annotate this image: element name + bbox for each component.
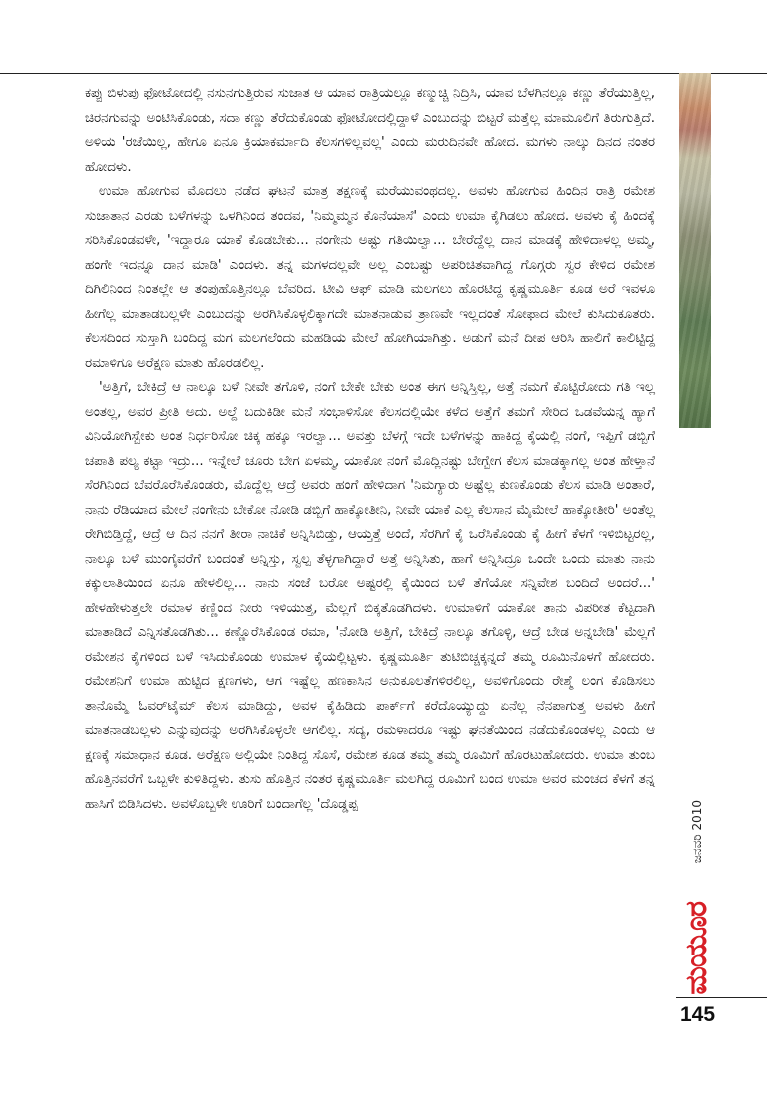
- article-paragraph: ಉಮಾ ಹೋಗುವ ಮೊದಲು ನಡೆದ ಘಟನೆ ಮಾತ್ರ ತಕ್ಷಣಕ್ಕೆ ಮರೆಯುವಂಥದಲ್ಲ. ಅವಳು ಹೋಗುವ ಹಿಂದಿನ ರಾತ್ರಿ ರಮೇಶ ಸುಜಾತಾನ ಎರಡು ಬಳೆಗಳನ್ನು ಒಳಗಿನಿಂದ ತಂದವ, 'ನಿಮ್ಮಮ್ಮನ ಕೊನೆಯಾಸೆ' ಎಂದು ಉಮಾ ಕೈಗಿಡಲು ಹೋದ. ಅವಳು ಕೈ ಹಿಂದಕ್ಕೆ ಸರಿಸಿಕೊಂಡವಳೇ, 'ಇದ್ದಾರೂ ಯಾಕೆ ಕೊಡಬೇಕು... ನಂಗೇನು ಅಷ್ಟು ಗತಿಯಿಲ್ವಾ... ಬೇರೆದ್ದೆಲ್ಲ ದಾನ ಮಾಡಕ್ಕೆ ಹೇಳಿದಾಳಲ್ಲ ಅಮ್ಮ, ಹಂಗೇ ಇದನ್ನೂ ದಾನ ಮಾಡಿ' ಎಂದಳು. ತನ್ನ ಮಗಳದಲ್ಲವೇ ಅಲ್ಲ ಎಂಬಷ್ಟು ಅಪರಿಚಿತವಾಗಿದ್ದ ಗೊಗ್ಗರು ಸ್ವರ ಕೇಳಿದ ರಮೇಶ ದಿಗಿಲಿನಿಂದ ನಿಂತಲ್ಲೇ ಆ ತಂಪುಹೊತ್ತಿನಲ್ಲೂ ಬೆವರಿದ. ಟೀವಿ ಆಫ್ ಮಾಡಿ ಮಲಗಲು ಹೊರಟಿದ್ದ ಕೃಷ್ಣಮೂರ್ತಿ ಕೂಡ ಅರೆ ಇವಳೂ ಹೀಗೆಲ್ಲ ಮಾತಾಡಬಲ್ಲಳೇ ಎಂಬುದನ್ನು ಅರಗಿಸಿಕೊಳ್ಳಲಿಕ್ಕಾಗದೇ ಮಾತನಾಡುವ ತ್ರಾಣವೇ ಇಲ್ಲದಂತೆ ಸೋಫಾದ ಮೇಲೆ ಕುಸಿದುಕೂತರು. ಕೆಲಸದಿಂದ ಸುಸ್ತಾಗಿ ಬಂದಿದ್ದ ಮಗ ಮಲಗಲೆಂದು ಮಹಡಿಯ ಮೇಲೆ ಹೋಗಿಯಾಗಿತ್ತು. ಅಡುಗೆ ಮನೆ ದೀಪ ಆರಿಸಿ ಹಾಲಿಗೆ ಕಾಲಿಟ್ಟಿದ್ದ ರಮಾಳಿಗೂ ಅರೆಕ್ಷಣ ಮಾತು ಹೊರಡಲಿಲ್ಲ.: [85, 184, 655, 371]
- article-paragraph: ಕಪ್ಪು ಬಿಳುಪು ಫೋಟೋದಲ್ಲಿ ನಸುನಗುತ್ತಿರುವ ಸುಜಾತ ಆ ಯಾವ ರಾತ್ರಿಯಲ್ಲೂ ಕಣ್ಮುಚ್ಚಿ ನಿದ್ರಿಸಿ, ಯಾವ ಬೆಳಗಿನಲ್ಲೂ ಕಣ್ಣು ತೆರೆಯುತ್ತಿಲ್ಲ, ಚಿರನಗುವನ್ನು ಅಂಟಿಸಿಕೊಂಡು, ಸದಾ ಕಣ್ಣು ತೆರೆದುಕೊಂಡು ಫೋಟೋದಲ್ಲಿದ್ದಾಳೆ ಎಂಬುದನ್ನು ಬಿಟ್ಟರೆ ಮತ್ತೆಲ್ಲ ಮಾಮೂಲಿಗೆ ತಿರುಗುತ್ತಿದೆ. ಅಳಿಯ 'ರಜೆಯಿಲ್ಲ, ಹೇಗೂ ಏನೂ ಕ್ರಿಯಾಕರ್ಮಾದಿ ಕೆಲಸಗಳಿಲ್ಲವಲ್ಲ' ಎಂದು ಮರುದಿನವೇ ಹೋದ. ಮಗಳು ನಾಲ್ಕು ದಿನದ ನಂತರ ಹೋದಳು.: [85, 86, 655, 175]
- article-body: [85, 82, 655, 817]
- page-number: 145: [680, 1003, 716, 1026]
- article-paragraph: 'ಅತ್ತಿಗೆ, ಬೇಕಿದ್ರೆ ಆ ನಾಲ್ಕೂ ಬಳೆ ನೀವೇ ತಗೊಳಿ, ನಂಗೆ ಬೇಕೇ ಬೇಕು ಅಂತ ಈಗ ಅನ್ನಿಸ್ತಿಲ್ಲ, ಅತ್ತೆ ನಮಗೆ ಕೊಟ್ಟಿರೋದು ಗತಿ ಇಲ್ಲ ಅಂತಲ್ಲ, ಅವರ ಪ್ರೀತಿ ಅದು. ಅಲ್ದೆ ಬದುಕಿಡೀ ಮನೆ ಸಂಭಾಳಿಸೋ ಕೆಲಸದಲ್ಲಿಯೇ ಕಳೆದ ಅತ್ತೆಗೆ ತಮಗೆ ಸೇರಿದ ಒಡವೆಯನ್ನ ಹ್ಯಾಗೆ ವಿನಿಯೋಗಿಸ್ಬೇಕು ಅಂತ ನಿರ್ಧರಿಸೋ ಚಿಕ್ಕ ಹಕ್ಕೂ ಇರಲ್ವಾ... ಅವತ್ತು ಬೆಳಗ್ಗೆ ಇದೇ ಬಳೆಗಳನ್ನು ಹಾಕಿದ್ದ ಕೈಯಲ್ಲಿ ನಂಗೆ, ಇಪ್ಪಿಗೆ ಡಬ್ಬಿಗೆ ಚಪಾತಿ ಪಲ್ಯ ಕಟ್ಟಾ ಇದ್ರು... ಇನ್ನೇಲೆ ಚೂರು ಬೇಗ ಏಳಮ್ಮ, ಯಾಕೋ ನಂಗೆ ಮೊದ್ಲಿನಷ್ಟು ಬೇಗ್ಬೇಗ ಕೆಲಸ ಮಾಡಕ್ಕಾಗಲ್ಲ ಅಂತ ಹೇಳ್ತಾನೆ ಸೆರಗಿನಿಂದ ಬೆವರೊರೆಸಿಕೊಂಡರು, ಮೊದ್ದೆಲ್ಲ ಆದ್ರೆ ಅವರು ಹಂಗೆ ಹೇಳಿದಾಗ 'ನಿಮಗ್ಯಾರು ಅಷ್ಟೆಲ್ಲ ಕುಣಕೊಂಡು ಕೆಲಸ ಮಾಡಿ ಅಂತಾರೆ, ನಾನು ರೆಡಿಯಾದ ಮೇಲೆ ನಂಗೇನು ಬೇಕೋ ನೋಡಿ ಡಬ್ಬಿಗೆ ಹಾಕ್ಕೋತೀನಿ, ನೀವೇ ಯಾಕೆ ಎಲ್ಲ ಕೆಲಸಾನ ಮೈಮೇಲೆ ಹಾಕ್ಕೋತೀರಿ' ಅಂತೆಲ್ಲ ರೇಗಿಬಿಡ್ತಿದ್ದೆ, ಆದ್ರೆ ಆ ದಿನ ನನಗೆ ತೀರಾ ನಾಚಿಕೆ ಅನ್ನಿಸಿಬಿಡ್ತು, ಆಯ್ತತ್ತೆ ಅಂದೆ, ಸೆರಗಿಗೆ ಕೈ ಒರೆಸಿಕೊಂಡು ಕೈ ಹೀಗೆ ಕೆಳಗೆ ಇಳಿಬಿಟ್ಟರಲ್ಲ, ನಾಲ್ಕೂ ಬಳೆ ಮುಂಗೈವರೆಗೆ ಬಂದಂತೆ ಅನ್ನಿಸ್ತು, ಸ್ವಲ್ಪ ತೆಳ್ಳಗಾಗಿದ್ದಾರೆ ಅತ್ತೆ ಅನ್ನಿಸಿತು, ಹಾಗೆ ಅನ್ನಿಸಿದ್ರೂ ಒಂದೇ ಒಂದು ಮಾತು ನಾನು ಕಕ್ಕುಲಾತಿಯಿಂದ ಏನೂ ಹೇಳಲಿಲ್ಲ... ನಾನು ಸಂಜೆ ಬರೋ ಅಷ್ಟರಲ್ಲಿ ಕೈಯಿಂದ ಬಳೆ ತೆಗೆಯೋ ಸನ್ನಿವೇಶ ಬಂದಿದೆ ಅಂದರೆ...' ಹೇಳಹೇಳುತ್ತಲೇ ರಮಾಳ ಕಣ್ಣಿಂದ ನೀರು ಇಳಿಯುತ್ತ, ಮೆಲ್ಲಗೆ ಬಿಕ್ಕತೊಡಗಿದಳು. ಉಮಾಳಿಗೆ ಯಾಕೋ ತಾನು ವಿಪರೀತ ಕೆಟ್ಟದಾಗಿ ಮಾತಾಡಿದೆ ಎನ್ನಿಸತೊಡಗಿತು... ಕಣ್ಣೊರೆಸಿಕೊಂಡ ರಮಾ, 'ನೋಡಿ ಅತ್ತಿಗೆ, ಬೇಕಿದ್ರೆ ನಾಲ್ಕೂ ತಗೊಳ್ಳಿ, ಆದ್ರೆ ಬೇಡ ಅನ್ನಬೇಡಿ' ಮೆಲ್ಲಗೆ ರಮೇಶನ ಕೈಗಳಿಂದ ಬಳೆ ಇಸಿದುಕೊಂಡು ಉಮಾಳ ಕೈಯಲ್ಲಿಟ್ಟಳು. ಕೃಷ್ಣಮೂರ್ತಿ ತುಟಿಬಿಚ್ಚಕ್ಕನ್ನದೆ ತಮ್ಮ ರೂಮಿನೊಳಗೆ ಹೋದರು. ರಮೇಶನಿಗೆ ಉಮಾ ಹುಟ್ಟಿದ ಕ್ಷಣಗಳು, ಆಗ ಇಷ್ಟೆಲ್ಲ ಹಣಕಾಸಿನ ಅನುಕೂಲತೆಗಳಿರಲಿಲ್ಲ, ಅವಳಿಗೊಂದು ರೇಶ್ಮೆ ಲಂಗ ಕೊಡಿಸಲು ತಾನೊಮ್ಮೆ ಓವರ್‌ಟೈಮ್ ಕೆಲಸ ಮಾಡಿದ್ದು, ಅವಳ ಕೈಹಿಡಿದು ಪಾರ್ಕ್‌ಗೆ ಕರೆದೊಯ್ಯುದ್ದು ಏನೆಲ್ಲ ನೆನಪಾಗುತ್ತ ಅವಳು ಹೀಗೆ ಮಾತನಾಡಬಲ್ಲಳು ಎನ್ನುವುದನ್ನು ಅರಗಿಸಿಕೊಳ್ಳಲೇ ಆಗಲಿಲ್ಲ. ಸದ್ಯ, ರಮಳಾದರೂ ಇಷ್ಟು ಘನತೆಯಿಂದ ನಡೆದುಕೊಂಡಳಲ್ಲ ಎಂದು ಆ ಕ್ಷಣಕ್ಕೆ ಸಮಾಧಾನ ಕೂಡ. ಅರೆಕ್ಷಣ ಅಲ್ಲಿಯೇ ನಿಂತಿದ್ದ ಸೊಸೆ, ರಮೇಶ ಕೂಡ ತಮ್ಮ ತಮ್ಮ ರೂಮಿಗೆ ಹೊರಟುಹೋದರು. ಉಮಾ ತುಂಬ ಹೊತ್ತಿನವರೆಗೆ ಒಬ್ಬಳೇ ಕುಳಿತಿದ್ದಳು. ತುಸು ಹೊತ್ತಿನ ನಂತರ ಕೃಷ್ಣಮೂರ್ತಿ ಮಲಗಿದ್ದ ರೂಮಿಗೆ ಬಂದ ಉಮಾ ಅವರ ಮಂಚದ ಕೆಳಗೆ ತನ್ನ ಹಾಸಿಗೆ ಬಿಡಿಸಿದಳು. ಅವಳೊಬ್ಬಳೇ ಊರಿಗೆ ಬಂದಾಗೆಲ್ಲ 'ದೊಡ್ಡಪ್ಪ: [85, 380, 655, 812]
- side-photo-strip: [679, 73, 711, 428]
- footer-rule: [676, 997, 767, 998]
- header-rule: [0, 73, 767, 74]
- magazine-logo-wrapper: [676, 800, 718, 995]
- magazine-masthead: [676, 800, 718, 995]
- magazine-logo: ಮಯೂರ: [679, 902, 714, 995]
- issue-date: ಜನವರಿ 2010: [690, 800, 704, 864]
